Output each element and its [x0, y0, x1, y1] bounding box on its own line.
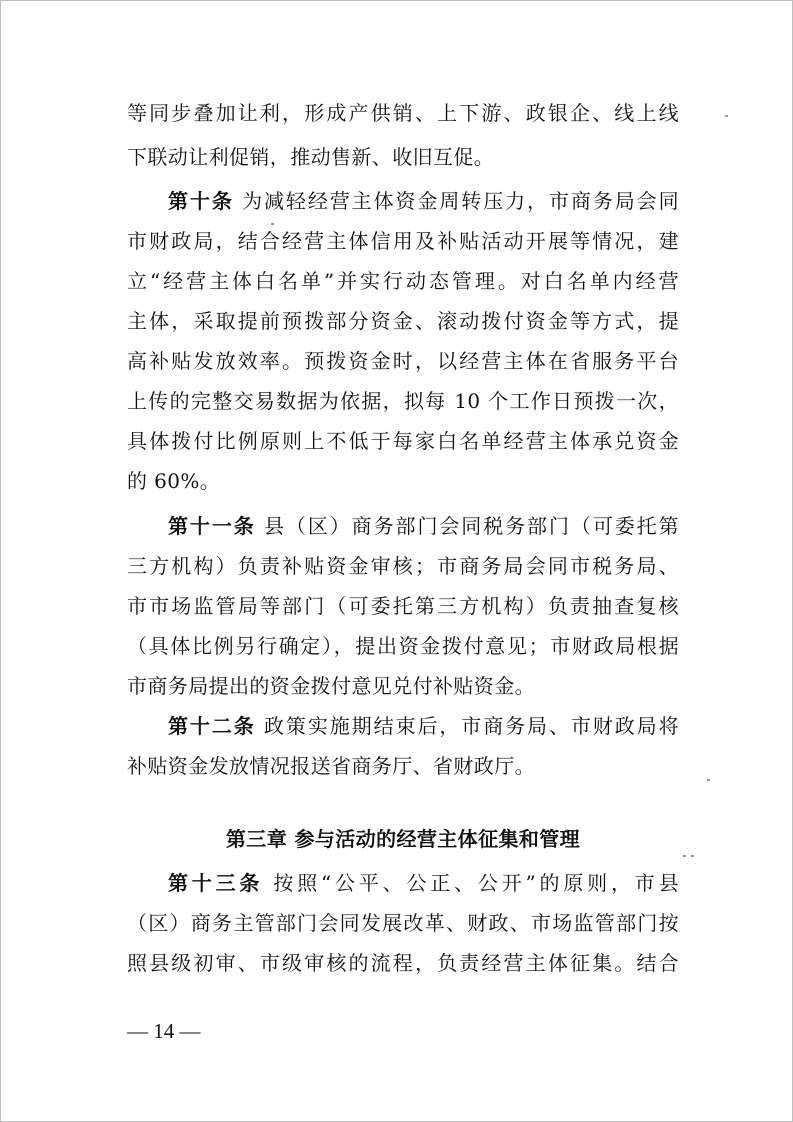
scan-speck — [725, 115, 728, 117]
body-text-span: 按照“公平、公正、公开”的原则，市县 — [273, 871, 679, 895]
article-12-first-line — [168, 706, 679, 746]
body-text-line: （区）商务主管部门会同发展改革、财政、市场监管部门按 — [127, 911, 679, 935]
body-text-line: 市商务局提出的资金拨付意见兑付补贴资金。 — [127, 674, 535, 698]
body-text-line: （具体比例另行确定），提出资金拨付意见；市财政局根据 — [127, 634, 679, 658]
article-11-label: 第十一条 — [168, 514, 256, 538]
body-text-line: 上传的完整交易数据为依据，拟每 10 个工作日预拨一次， — [127, 389, 679, 413]
scan-speck — [271, 223, 274, 225]
scan-speck — [691, 855, 694, 857]
body-text-line: 具体拨付比例原则上不低于每家白名单经营主体承兑资金 — [127, 429, 679, 453]
body-text-line: 的 60%。 — [127, 469, 221, 493]
body-text-line: 市财政局，结合经营主体信用及补贴活动开展等情况，建 — [127, 229, 679, 253]
body-text-line: 立“经营主体白名单”并实行动态管理。对白名单内经营 — [127, 269, 679, 293]
article-13-label: 第十三条 — [168, 871, 264, 895]
body-text-line: 等同步叠加让利，形成产供销、上下游、政银企、线上线 — [127, 101, 679, 125]
body-text-line: 补贴资金发放情况报送省商务厅、省财政厅。 — [127, 754, 535, 778]
scan-speck — [683, 855, 686, 857]
article-10-first-line — [168, 181, 679, 221]
body-text-line: 市市场监管局等部门（可委托第三方机构）负责抽查复核 — [127, 594, 679, 618]
body-text-span: 为减轻经营主体资金周转压力，市商务局会同 — [242, 189, 680, 213]
body-text-line: 三方机构）负责补贴资金审核；市商务局会同市税务局、 — [127, 554, 679, 578]
body-text-line: 主体，采取提前预拨部分资金、滚动拨付资金等方式，提 — [127, 309, 679, 333]
article-12-label: 第十二条 — [168, 714, 256, 738]
body-text-span: 县（区）商务部门会同税务部门（可委托第 — [263, 514, 679, 538]
body-text-line: 下联动让利促销，推动售新、收旧互促。 — [127, 145, 495, 169]
scan-speck — [707, 779, 710, 781]
article-13-first-line — [168, 863, 679, 903]
page-number: — 14 — — [127, 1019, 201, 1043]
body-text-line: 照县级初审、市级审核的流程，负责经营主体征集。结合 — [127, 951, 679, 975]
article-11-first-line — [168, 506, 679, 546]
body-text-line: 高补贴发放效率。预拨资金时，以经营主体在省服务平台 — [127, 349, 679, 373]
article-10-label: 第十条 — [168, 189, 234, 213]
body-text-span: 政策实施期结束后，市商务局、市财政局将 — [263, 714, 679, 738]
chapter-heading: 第三章 参与活动的经营主体征集和管理 — [225, 827, 581, 851]
